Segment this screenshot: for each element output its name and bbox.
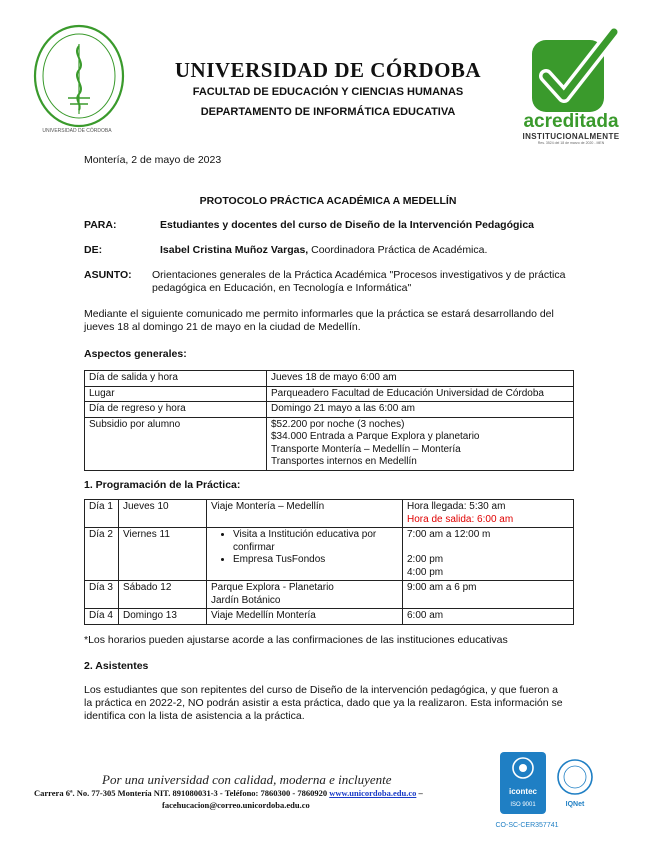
subsidio-line: $34.000 Entrada a Parque Explora y planetario bbox=[271, 431, 480, 442]
iqnet-emblem-icon bbox=[556, 758, 594, 796]
de-label: DE: bbox=[84, 244, 103, 256]
icontec-label: icontec bbox=[508, 787, 537, 796]
department-title: DEPARTAMENTO DE INFORMÁTICA EDUCATIVA bbox=[200, 106, 456, 118]
subsidio-line: Transporte Montería – Medellín – Montería bbox=[271, 443, 461, 455]
prog-fecha: Domingo 13 bbox=[119, 609, 207, 625]
schedule-note: *Los horarios pueden ajustarse acorde a las confirmaciones de las instituciones educativas bbox=[84, 634, 508, 646]
aspectos-table bbox=[84, 370, 574, 471]
prog-hora-line: 2:00 pm bbox=[407, 554, 444, 565]
prog-actividad-line: Viaje Medellín Montería bbox=[211, 610, 316, 621]
prog-bullet: • Visita a Institución educativa por confirmar bbox=[233, 529, 398, 554]
footer-email: facehucacion@correo.unicordoba.edu.co bbox=[162, 800, 310, 810]
prog-hora-line: 7:00 am a 12:00 m bbox=[407, 529, 491, 540]
prog-actividad bbox=[207, 500, 403, 528]
table-row bbox=[85, 371, 574, 387]
aspectos-label: Día de salida y hora bbox=[85, 371, 267, 387]
aspectos-label: Día de regreso y hora bbox=[85, 402, 267, 418]
subsidio-value bbox=[267, 417, 574, 470]
prog-actividad-line: Viaje Montería – Medellín bbox=[211, 501, 325, 512]
seal-caption: UNIVERSIDAD DE CÓRDOBA bbox=[42, 128, 112, 134]
asistentes-heading: 2. Asistentes bbox=[84, 660, 149, 672]
footer-dash: – bbox=[416, 788, 423, 798]
prog-fecha: Sábado 12 bbox=[119, 581, 207, 609]
aspectos-label: Subsidio por alumno bbox=[85, 417, 267, 470]
aspectos-value: Jueves 18 de mayo 6:00 am bbox=[267, 371, 574, 387]
prog-fecha: Viernes 11 bbox=[119, 528, 207, 581]
icontec-logo bbox=[500, 752, 546, 814]
asunto-value bbox=[152, 269, 572, 295]
prog-actividad bbox=[207, 528, 403, 581]
university-title: UNIVERSIDAD DE CÓRDOBA bbox=[174, 58, 482, 82]
programacion-heading: 1. Programación de la Práctica: bbox=[84, 479, 241, 491]
prog-hora-salida: Hora de salida: 6:00 am bbox=[407, 513, 514, 525]
prog-dia: Día 4 bbox=[85, 609, 119, 625]
prog-dia: Día 2 bbox=[85, 528, 119, 581]
de-value bbox=[160, 244, 487, 257]
table-row bbox=[85, 528, 574, 581]
table-row bbox=[85, 417, 574, 470]
asunto-line-1: Orientaciones generales de la Práctica Académica "Procesos investigativos y de práctica bbox=[152, 269, 566, 281]
asistentes-line-3: identifica con la lista de asistencia a la práctica. bbox=[84, 710, 305, 722]
prog-dia: Día 3 bbox=[85, 581, 119, 609]
table-row bbox=[85, 402, 574, 418]
prog-dia: Día 1 bbox=[85, 500, 119, 528]
document-title: PROTOCOLO PRÁCTICA ACADÉMICA A MEDELLÍN bbox=[199, 195, 457, 207]
prog-actividad bbox=[207, 609, 403, 625]
iqnet-label: IQNet bbox=[565, 801, 585, 808]
prog-actividad-line: Parque Explora - Planetario bbox=[211, 582, 334, 593]
prog-hora-line: 6:00 am bbox=[407, 610, 444, 621]
prog-hora-line: 9:00 am a 6 pm bbox=[407, 582, 477, 593]
footer-address bbox=[34, 788, 423, 798]
intro-line-1: Mediante el siguiente comunicado me permito informarles que la práctica se estará desarrollando del bbox=[84, 308, 554, 320]
prog-actividad-line: Jardín Botánico bbox=[211, 594, 281, 606]
prog-hora-line: Hora llegada: 5:30 am bbox=[407, 501, 506, 512]
programacion-table bbox=[84, 499, 574, 625]
subsidio-line: Transportes internos en Medellín bbox=[271, 456, 417, 467]
intro-line-2: jueves 18 al domingo 21 de mayo en la ciudad de Medellín. bbox=[84, 321, 361, 333]
subsidio-line: $52.200 por noche (3 noches) bbox=[271, 418, 405, 430]
iso-label: ISO 9001 bbox=[510, 802, 536, 808]
prog-hora-line: 4:00 pm bbox=[407, 566, 444, 578]
aspectos-value: Parqueadero Facultad de Educación Universidad de Córdoba bbox=[267, 386, 574, 402]
acreditada-subtitle: INSTITUCIONALMENTE bbox=[522, 132, 620, 141]
de-role: Coordinadora Práctica de Académica. bbox=[308, 244, 488, 256]
footer-address-text: Carrera 6ª. No. 77-305 Montería NIT. 891080031-3 - Teléfono: 7860300 - 7860920 bbox=[34, 788, 330, 798]
para-label: PARA: bbox=[84, 219, 117, 231]
prog-actividad bbox=[207, 581, 403, 609]
prog-fecha: Jueves 10 bbox=[119, 500, 207, 528]
asistentes-paragraph bbox=[84, 684, 574, 723]
table-row bbox=[85, 500, 574, 528]
asunto-label: ASUNTO: bbox=[84, 269, 132, 281]
prog-bullet-list bbox=[211, 529, 398, 567]
footer-slogan: Por una universidad con calidad, moderna e incluyente bbox=[102, 772, 392, 787]
de-name: Isabel Cristina Muñoz Vargas, bbox=[160, 244, 309, 256]
intro-paragraph bbox=[84, 308, 574, 334]
prog-hora bbox=[403, 500, 574, 528]
table-row bbox=[85, 609, 574, 625]
asistentes-line-2: la práctica en 2022-2, NO podrán asistir a esta práctica, dado que ya la realizaron. Esta información se bbox=[84, 697, 563, 709]
prog-hora bbox=[403, 581, 574, 609]
asunto-line-2: pedagógica en Educación, en Tecnología e Informática" bbox=[152, 282, 412, 294]
asistentes-line-1: Los estudiantes que son repitentes del curso de Diseño de la intervención pedagógica, y que fueron a bbox=[84, 684, 558, 696]
acreditada-word: acreditada bbox=[523, 111, 619, 132]
icontec-certificate-code: CO-SC-CER357741 bbox=[495, 822, 559, 829]
aspectos-value: Domingo 21 mayo a las 6:00 am bbox=[267, 402, 574, 418]
prog-hora bbox=[403, 528, 574, 581]
acreditada-resolution: Res. 3524 del 18 de marzo de 2020 - MEN bbox=[537, 141, 605, 145]
prog-hora-spacer bbox=[407, 542, 569, 555]
footer-website-link[interactable]: www.unicordoba.edu.co bbox=[329, 788, 417, 798]
document-date: Montería, 2 de mayo de 2023 bbox=[84, 154, 222, 166]
table-row bbox=[85, 581, 574, 609]
para-value: Estudiantes y docentes del curso de Diseño de la Intervención Pedagógica bbox=[160, 219, 535, 231]
table-row bbox=[85, 386, 574, 402]
faculty-title: FACULTAD DE EDUCACIÓN Y CIENCIAS HUMANAS bbox=[192, 86, 464, 98]
aspectos-heading: Aspectos generales: bbox=[84, 348, 187, 360]
prog-bullet: • Empresa TusFondos bbox=[233, 554, 398, 567]
aspectos-label: Lugar bbox=[85, 386, 267, 402]
icontec-emblem-icon bbox=[500, 752, 546, 782]
prog-hora bbox=[403, 609, 574, 625]
iqnet-logo bbox=[556, 758, 594, 806]
